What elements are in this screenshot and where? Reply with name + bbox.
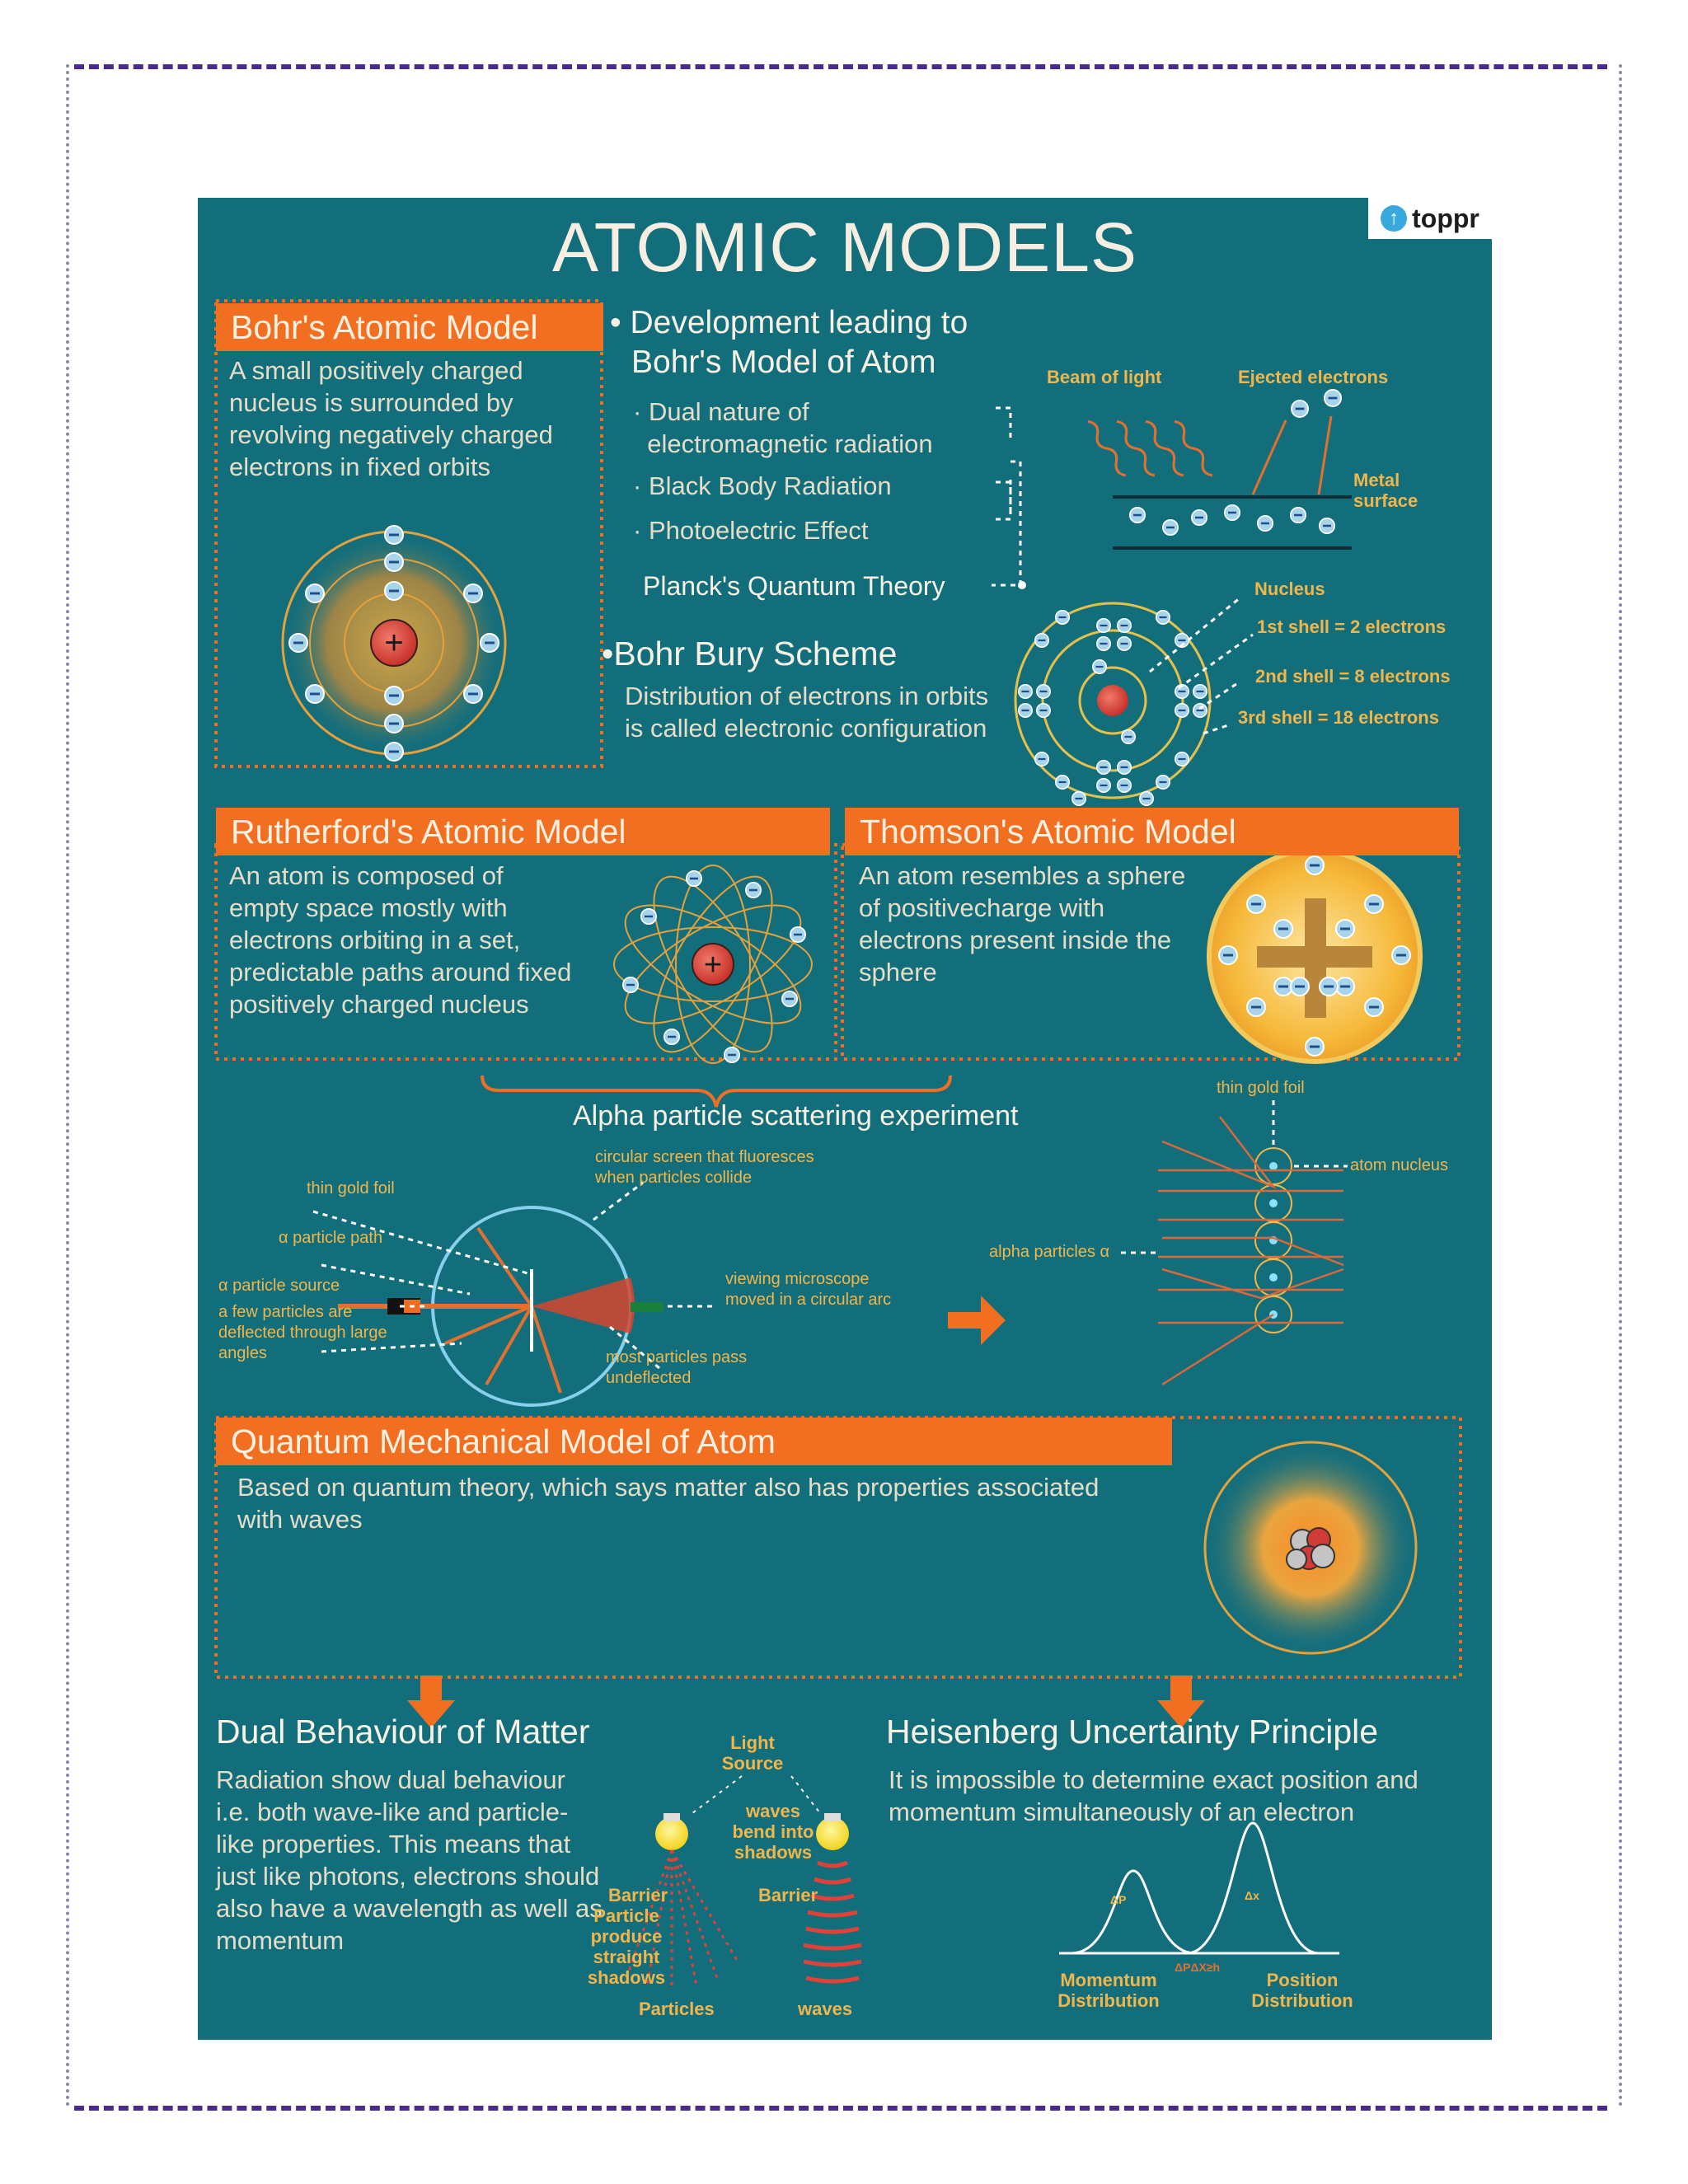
development-title: • Development leading to Bohr's Model of Atom [610,305,968,380]
bohr-bury-title-text: Bohr Bury Scheme [613,635,898,673]
alpha-experiment-title: Alpha particle scattering experiment [573,1100,1019,1132]
barrier-right-label: Barrier [758,1885,818,1905]
logo-text: toppr [1412,203,1479,233]
quantum-description: Based on quantum theory, which says matter also has properties associated with waves [237,1473,1100,1534]
heisenberg-description: It is impossible to determine exact position and momentum simultaneously of an electron [889,1765,1418,1826]
delta-p-label: ΔP [1110,1893,1127,1906]
metal-label-line1: Metal [1353,470,1400,490]
metal-surface-label [1353,470,1418,511]
waves-bend-label: waves bend into shadows [732,1801,814,1863]
development-item-1-line1: Dual nature of [648,397,809,426]
atomic-models-poster [198,198,1492,2040]
light-source-label: Light Source [721,1732,784,1774]
uncertainty-relation-label: ΔPΔX≥h [1175,1961,1221,1974]
development-item-2-text: Black Body Radiation [648,471,892,500]
thomson-description: An atom resembles a sphere of positivecharge with electrons present inside the sphere [859,861,1186,987]
beam-of-light-label: Beam of light [1047,367,1162,387]
atom-nucleus-label: atom nucleus [1350,1156,1448,1174]
photoelectric-diagram [1085,390,1352,548]
svg-text:+: + [703,948,723,982]
nucleus-label: Nucleus [1254,579,1325,599]
bohr-description: A small positively charged nucleus is surrounded by revolving negatively charged electrons in fixed orbits [229,356,553,481]
metal-label-line2: surface [1353,490,1418,511]
barrier-left-label: Barrier [608,1885,668,1905]
toppr-logo [1368,198,1492,239]
development-item-3: · Photoelectric Effect [633,516,869,545]
shell-3-label: 3rd shell = 18 electrons [1238,707,1439,728]
quantum-header: Quantum Mechanical Model of Atom [216,1418,1172,1465]
shell-1-label: 1st shell = 2 electrons [1257,616,1447,637]
development-title-line2: Bohr's Model of Atom [631,344,936,380]
development-title-line1: Development leading to [630,305,968,340]
few-deflected-label: a few particles are deflected through large angles [218,1303,387,1362]
particle-path-label: α particle path [279,1229,383,1247]
top-dashed-border [74,64,1607,69]
rutherford-header: Rutherford's Atomic Model [216,808,830,855]
rutherford-description: An atom is composed of empty space mostly with electrons orbiting in a set, predictable paths around fixed positively charged nucleus [229,861,572,1019]
thomson-header: Thomson's Atomic Model [845,808,1459,855]
development-item-3-text: Photoelectric Effect [648,516,869,545]
shell-2-label: 2nd shell = 8 electrons [1255,666,1451,687]
bohr-header: Bohr's Atomic Model [216,303,603,351]
right-thin-gold-foil-label: thin gold foil [1217,1079,1305,1097]
development-item-2: · Black Body Radiation [633,471,892,500]
quantum-atom-diagram [1205,1442,1416,1653]
thomson-atom-diagram [1209,851,1420,1062]
development-item-1: · Dual nature of electromagnetic radiation [633,397,933,458]
alpha-experiment-right-diagram [1121,1100,1348,1385]
particle-source-label: α particle source [218,1277,340,1295]
development-item-1-line2: electromagnetic radiation [647,429,933,458]
planck-quantum-theory: Planck's Quantum Theory [643,571,945,601]
right-arrow-icon [948,1296,1006,1345]
heisenberg-title: Heisenberg Uncertainty Principle [886,1713,1379,1750]
bohr-atom-diagram [283,526,505,761]
momentum-distribution-label: Momentum Distribution [1057,1970,1160,2011]
position-distribution-label: Position Distribution [1251,1970,1353,2011]
particles-label: Particles [639,1999,715,2019]
particle-shadows-label: Particle produce straight shadows [587,1905,666,1988]
arrow-up-circle-icon: ↑ [1381,205,1407,232]
heisenberg-distribution-diagram [1059,1823,1339,1953]
alpha-particles-label: alpha particles α [989,1243,1110,1261]
dual-behaviour-description: Radiation show dual behaviour i.e. both wave-like and particle-like properties. This means that just like photons, electrons should also have a wavelength as well as momentum [216,1765,603,1955]
bohr-bury-description: Distribution of electrons in orbits is called electronic configuration [625,682,989,743]
most-pass-label: most particles pass undeflected [606,1348,748,1387]
ejected-electrons-label: Ejected electrons [1238,367,1389,387]
bottom-dashed-border [74,2106,1607,2111]
delta-x-label: Δx [1245,1889,1259,1902]
bohr-bury-title: •Bohr Bury Scheme [602,635,898,673]
svg-text:+: + [384,625,404,661]
alpha-particles-text: alpha particles [989,1243,1095,1261]
viewing-microscope-label: viewing microscope moved in a circular arc [725,1270,892,1309]
thin-gold-foil-label: thin gold foil [307,1179,395,1197]
waves-label: waves [798,1999,853,2019]
page-title: ATOMIC MODELS [552,209,1137,286]
circular-screen-label: circular screen that fluoresces when particles collide [595,1148,814,1187]
dual-behaviour-title: Dual Behaviour of Matter [216,1713,590,1750]
bohr-bury-shell-diagram [1015,598,1253,805]
rutherford-atom-diagram [609,860,818,1069]
